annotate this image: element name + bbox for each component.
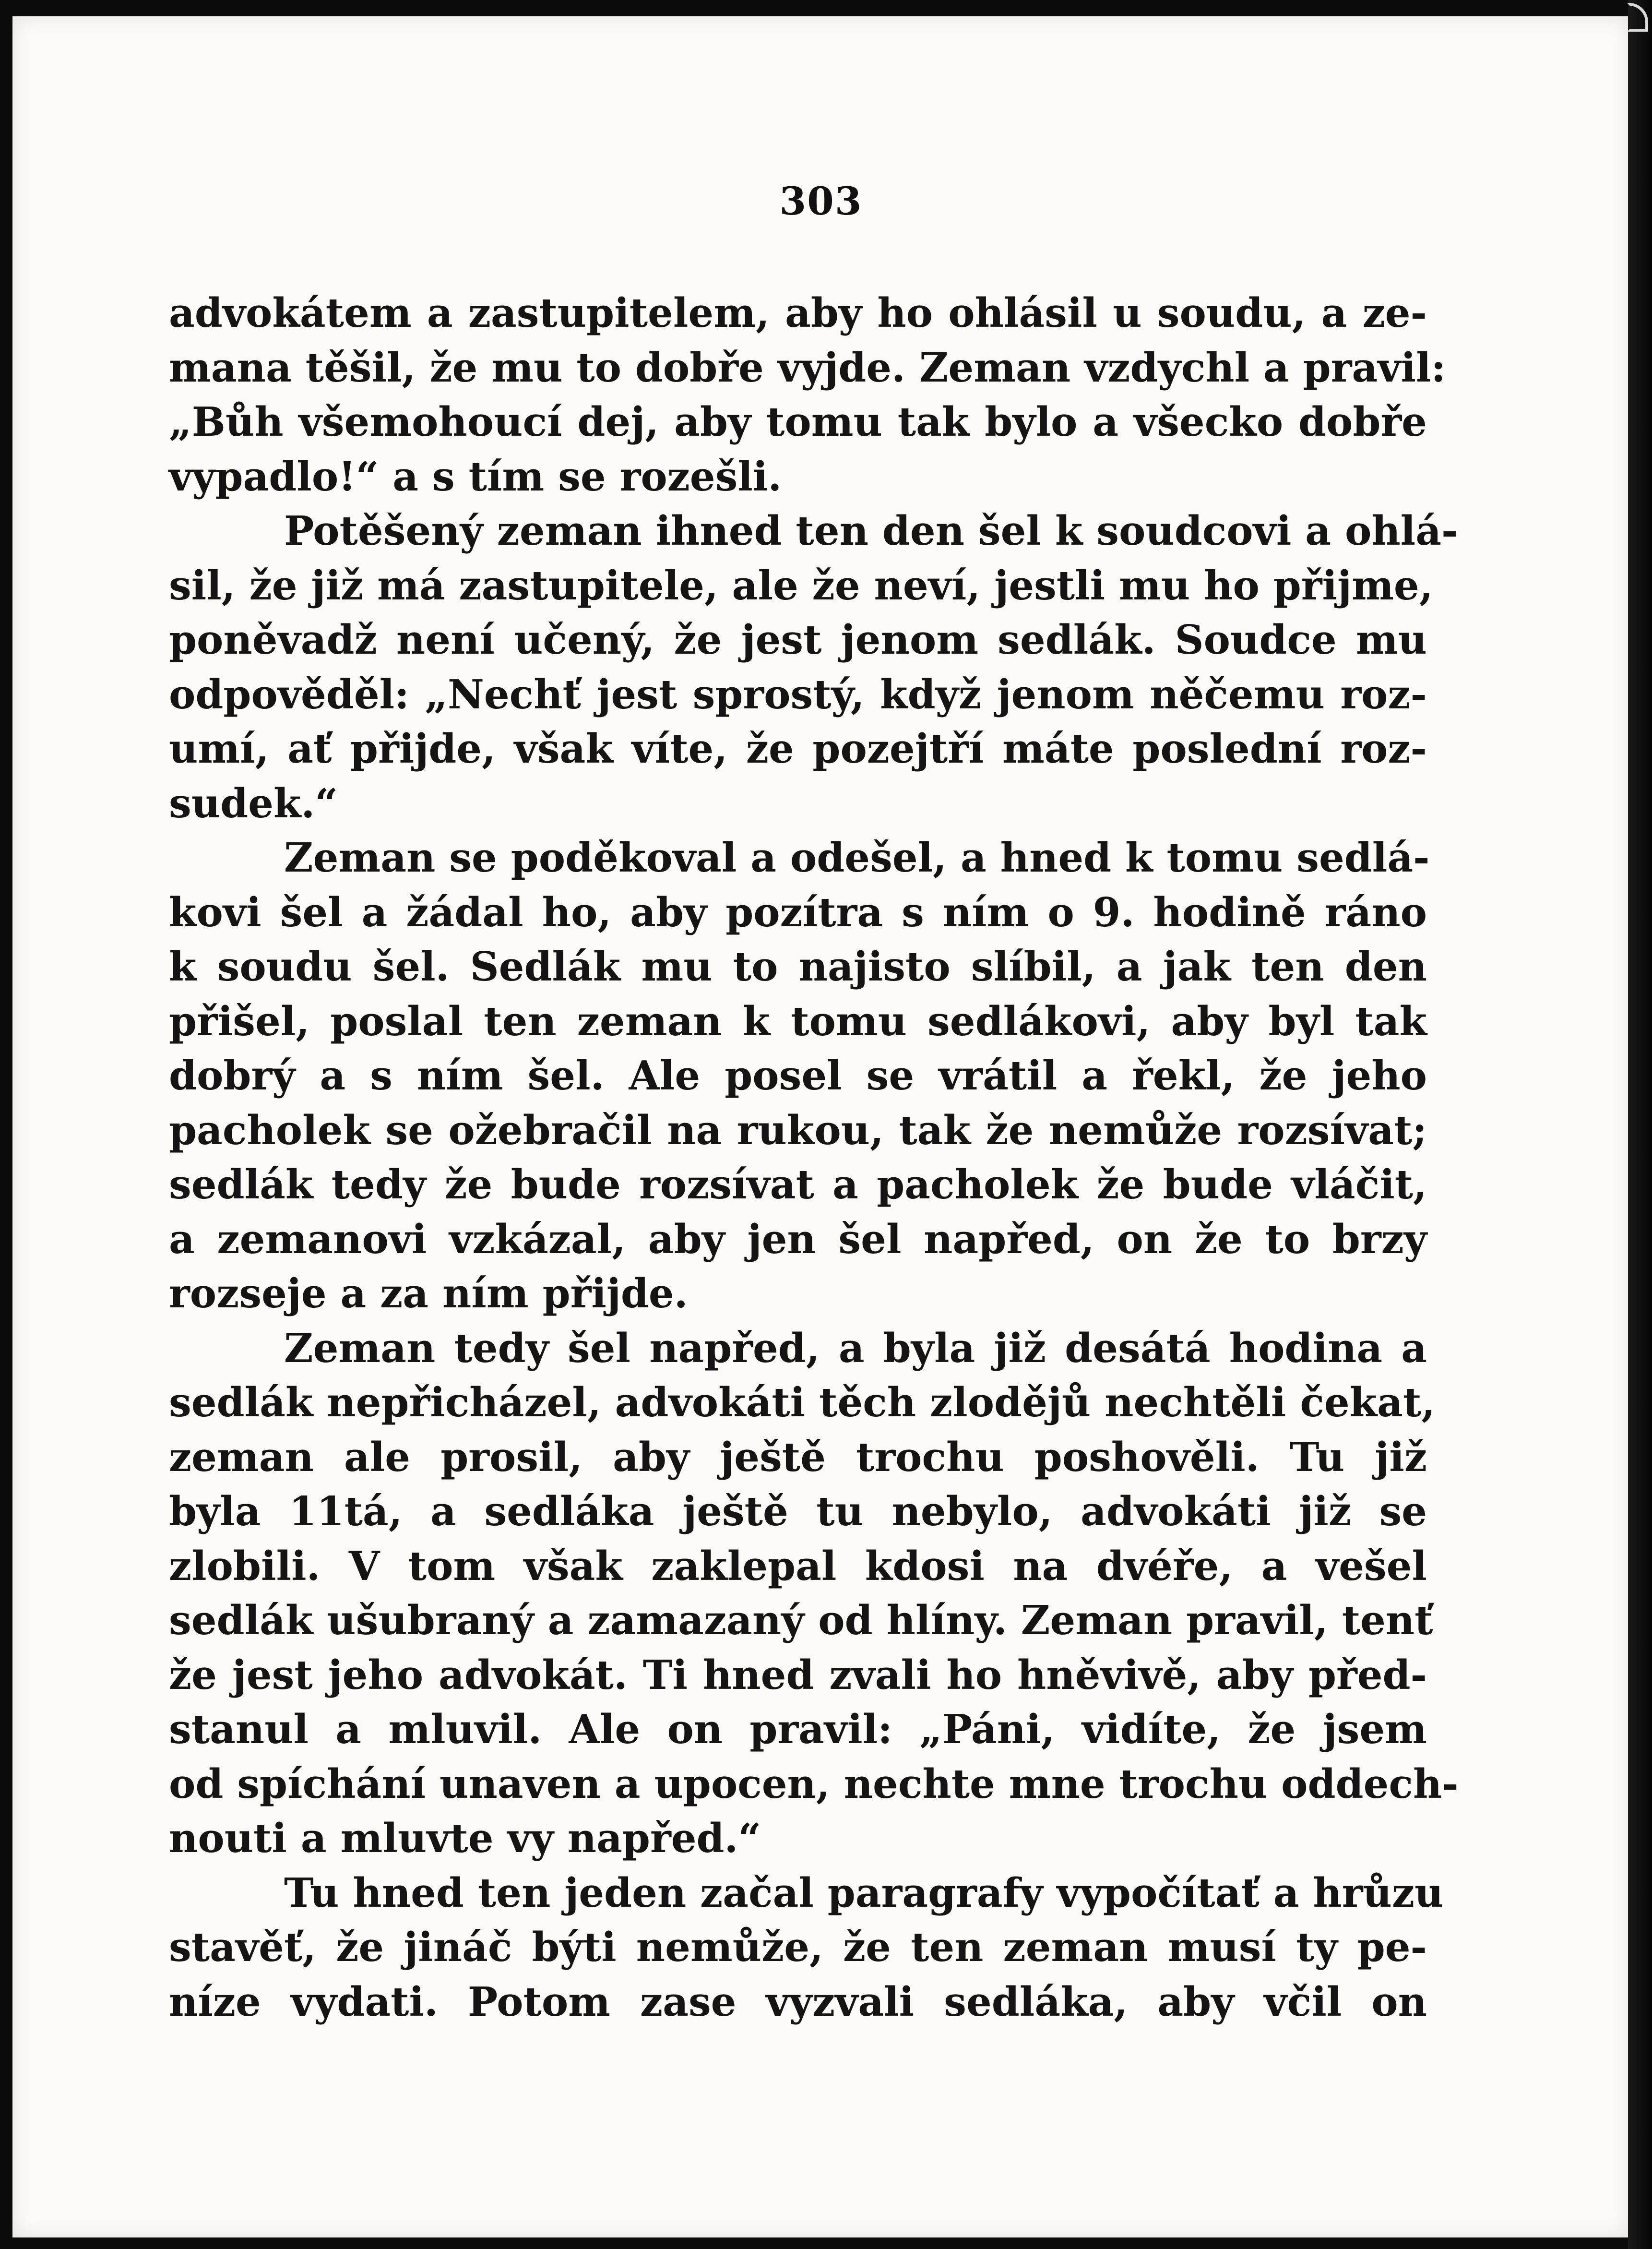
- body-text: [169, 286, 1459, 2029]
- text-line: sudek.“: [169, 779, 338, 827]
- text-line: rozseje a za ním přijde.: [169, 1270, 688, 1317]
- text-line: odpověděl: „Nechť jest sprostý, když jenom něčemu roz-: [169, 670, 1427, 718]
- text-line: kovi šel a žádal ho, aby pozítra s ním o 9. hodině ráno: [169, 888, 1427, 936]
- page-number: 303: [779, 179, 863, 224]
- book-page: [12, 16, 1629, 2237]
- text-line: poněvadž není učený, že jest jenom sedlák. Soudce mu: [169, 616, 1427, 663]
- text-line: pacholek se ožebračil na rukou, tak že nemůže rozsívat;: [169, 1106, 1427, 1154]
- text-line: sedlák ušubraný a zamazaný od hlíny. Zeman pravil, tenť: [169, 1597, 1433, 1644]
- text-line: níze vydati. Potom zase vyzvali sedláka, aby včil on: [169, 1978, 1427, 2025]
- text-line: dobrý a s ním šel. Ale posel se vrátil a řekl, že jeho: [169, 1052, 1427, 1099]
- text-line: byla 11tá, a sedláka ještě tu nebylo, advokáti již se: [169, 1488, 1427, 1535]
- text-line: umí, ať přijde, však víte, že pozejtří máte poslední roz-: [169, 725, 1427, 772]
- text-line: sil, že již má zastupitele, ale že neví, jestli mu ho přijme,: [169, 562, 1433, 609]
- scan-corner-mark: [1627, 3, 1648, 32]
- text-line: Zeman se poděkoval a odešel, a hned k tomu sedlá-: [284, 834, 1430, 881]
- text-line: že jest jeho advokát. Ti hned zvali ho hněvivě, aby před-: [169, 1651, 1427, 1699]
- text-line: Potěšený zeman ihned ten den šel k soudcovi a ohlá-: [284, 507, 1458, 554]
- text-line: zeman ale prosil, aby ještě trochu poshověli. Tu již: [169, 1433, 1427, 1481]
- text-line: sedlák tedy že bude rozsívat a pacholek že bude vláčit,: [169, 1161, 1427, 1208]
- scan-edge: [1628, 0, 1652, 2249]
- text-line: a zemanovi vzkázal, aby jen šel napřed, on že to brzy: [169, 1215, 1427, 1263]
- text-line: přišel, poslal ten zeman k tomu sedlákovi, aby byl tak: [169, 997, 1427, 1045]
- text-line: „Bůh všemohoucí dej, aby tomu tak bylo a všecko dobře: [169, 398, 1427, 445]
- text-line: zlobili. V tom však zaklepal kdosi na dvéře, a vešel: [169, 1542, 1427, 1590]
- text-line: Tu hned ten jeden začal paragrafy vypočítať a hrůzu: [284, 1869, 1444, 1916]
- text-line: vypadlo!“ a s tím se rozešli.: [169, 453, 782, 500]
- text-line: nouti a mluvte vy napřed.“: [169, 1815, 761, 1862]
- text-line: stanul a mluvil. Ale on pravil: „Páni, vidíte, že jsem: [169, 1706, 1427, 1753]
- text-line: k soudu šel. Sedlák mu to najisto slíbil, a jak ten den: [169, 943, 1427, 990]
- text-line: od spíchání unaven a upocen, nechte mne trochu oddech-: [169, 1760, 1459, 1807]
- text-line: sedlák nepřicházel, advokáti těch zlodějů nechtěli čekat,: [169, 1379, 1436, 1426]
- text-line: mana těšil, že mu to dobře vyjde. Zeman vzdychl a pravil:: [169, 344, 1446, 391]
- text-line: advokátem a zastupitelem, aby ho ohlásil u soudu, a ze-: [169, 289, 1427, 336]
- text-line: Zeman tedy šel napřed, a byla již desátá hodina a: [284, 1324, 1427, 1372]
- text-line: stavěť, že jináč býti nemůže, že ten zeman musí ty pe-: [169, 1924, 1427, 1971]
